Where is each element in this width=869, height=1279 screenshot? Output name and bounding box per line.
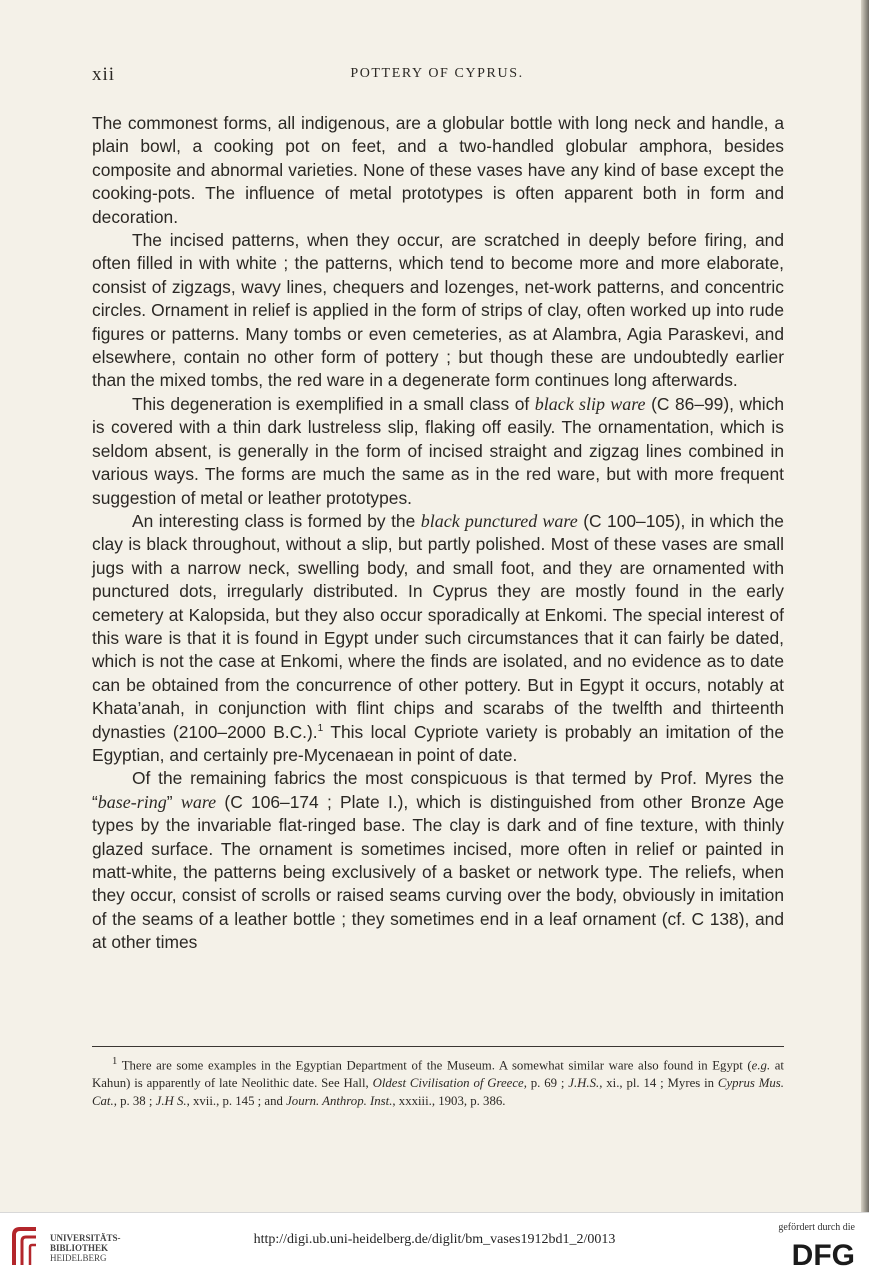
running-title: POTTERY OF CYPRUS. bbox=[350, 66, 524, 81]
library-name-line: HEIDELBERG bbox=[50, 1253, 107, 1263]
source-url-link[interactable]: http://digi.ub.uni-heidelberg.de/diglit/bm_vases1912bd1_2/0013 bbox=[253, 1232, 616, 1247]
emphasis-black-punctured-ware: black punctured ware bbox=[420, 510, 578, 531]
footnote-span: at Kahun) is apparently of late Neolithic date. See Hall, bbox=[92, 1058, 784, 1091]
footnote-italic: Oldest Civilisation of Greece bbox=[372, 1076, 524, 1091]
emphasis-black-slip-ware: black slip ware bbox=[534, 393, 646, 414]
footnote-marker: 1 bbox=[112, 1056, 118, 1067]
library-name-line: UNIVERSITÄTS- bbox=[50, 1233, 121, 1243]
paragraph-text: ” bbox=[166, 791, 181, 812]
paragraph-text: This degeneration is exemplified in a small class of bbox=[132, 393, 535, 414]
footnote-span: , xvii., p. 145 ; and bbox=[186, 1094, 287, 1109]
footnote-span: There are some examples in the Egyptian Department of the Museum. A somewhat similar ware also found in Egypt ( bbox=[117, 1058, 752, 1073]
emphasis-base-ring: base-ring bbox=[97, 791, 167, 812]
paragraph bbox=[92, 229, 784, 393]
library-name-line: BIBLIOTHEK bbox=[50, 1243, 109, 1253]
page-edge-shadow bbox=[861, 0, 869, 1212]
paragraph bbox=[92, 393, 784, 510]
emphasis-ware: ware bbox=[180, 791, 217, 812]
footnote bbox=[92, 1053, 784, 1110]
paragraph-text: This local Cypriote variety is probably an imitation of the Egyptian, and certainly pre-Mycenaean in point of date. bbox=[92, 721, 784, 765]
footnote-italic: Journ. Anthrop. Inst. bbox=[286, 1094, 393, 1109]
footnote-span: , xi., pl. 14 ; Myres in bbox=[599, 1076, 718, 1091]
footnote-span: , p. 69 ; bbox=[523, 1076, 569, 1091]
svg-text:DFG: DFG bbox=[791, 1240, 855, 1268]
footnote-divider bbox=[92, 1046, 784, 1047]
footnote-italic: J.H S. bbox=[155, 1094, 187, 1109]
footnote-span: , xxxiii., 1903, p. 386. bbox=[392, 1094, 506, 1109]
footnote-text bbox=[92, 1053, 784, 1110]
paragraph bbox=[92, 510, 784, 767]
footnote-reference: 1 bbox=[317, 722, 324, 734]
page-number: xii bbox=[92, 64, 116, 85]
paragraph-text: (C 86–99), which is covered with a thin dark lustreless slip, flaking off easily. The ornamentation, which is seldom absent, is generally in the form of incised straight and zigzag lines combined in various ways. The forms are much the same as in the red ware, but with more frequent suggestion of metal or leather prototypes. bbox=[92, 393, 784, 508]
paragraph-text: (C 100–105), in which the clay is black throughout, without a slip, but partly polished. Most of these vases are small jugs with a narrow neck, swelling body, and small foot, and they are ornamented with punctured dots, irregularly distributed. In Cyprus they are mostly found in the early cemetery at Kalopsida, but they also occur sporadically at Enkomi. The special interest of this ware is that it is found in Egypt under such circumstances that it can fairly be dated, which is not the case at Enkomi, where the finds are isolated, and no evidence as to date can be obtained from the concurrence of other pottery. But in Egypt it occurs, notably at Khata’anah, in conjunction with flint chips and scarabs of the twelfth and thirteenth dynasties (2100–2000 B.C.). bbox=[92, 510, 784, 742]
paragraph bbox=[92, 767, 784, 954]
footnote-italic: e.g. bbox=[751, 1058, 771, 1073]
footnote-italic: Cyprus Mus. Cat. bbox=[92, 1076, 784, 1109]
paragraph-text: The commonest forms, all indigenous, are a globular bottle with long neck and handle, a plain bowl, a cooking pot on feet, and a two-handled globular amphora, besides composite and abnormal varieties. None of these vases have any kind of base except the cooking-pots. The influence of metal prototypes is often apparent both in form and decoration. bbox=[92, 113, 784, 227]
funder-label: gefördert durch die bbox=[778, 1222, 855, 1233]
footnote-span: , p. 38 ; bbox=[113, 1094, 156, 1109]
paragraph-text: An interesting class is formed by the bbox=[132, 510, 421, 531]
paragraph bbox=[92, 112, 784, 229]
paragraph-text: Of the remaining fabrics the most conspicuous is that termed by Prof. Myres the “ bbox=[92, 768, 784, 812]
paragraph-text: The incised patterns, when they occur, are scratched in deeply before firing, and often filled in with white ; the patterns, which tend to become more and more elaborate, consist of zigzags, wavy lines, chequers and lozenges, net-work patterns, and concentric circles. Ornament in relief is applied in the form of strips of clay, often worked up into rude figures or patterns. Many tombs or even cemeteries, as at Alambra, Agia Paraskevi, and elsewhere, contain no other form of pottery ; but though these are undoubtedly earlier than the mixed tombs, the red ware in a degenerate form continues long afterwards. bbox=[92, 230, 784, 391]
page-header bbox=[92, 64, 782, 90]
paragraph-text: (C 106–174 ; Plate I.), which is distinguished from other Bronze Age types by the invariable flat-ringed base. The clay is dark and of fine texture, with thinly glazed surface. The ornament is sometimes incised, more often in relief or painted in matt-white, the patterns being exclusively of a basket or network type. The reliefs, when they occur, consist of scrolls or raised seams curving over the body, obviously in imitation of the seams of a leather bottle ; they sometimes end in a leaf ornament (cf. C 138), and at other times bbox=[92, 791, 784, 953]
body-text bbox=[92, 112, 784, 955]
footnote-italic: J.H.S. bbox=[568, 1076, 600, 1091]
dfg-logo-icon[interactable] bbox=[775, 1240, 855, 1268]
